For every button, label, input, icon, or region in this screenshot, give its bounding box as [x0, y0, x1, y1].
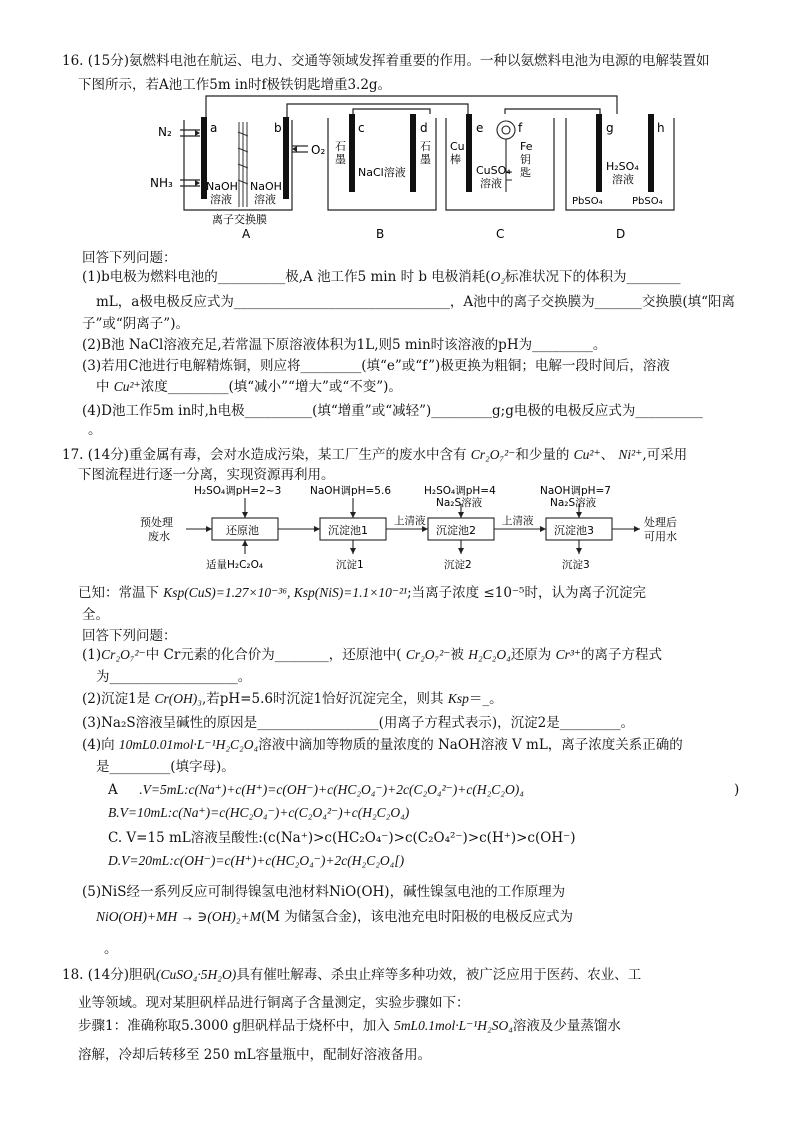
q18-title-2: 业等领域。现对某胆矾样品进行铜离子含量测定，实验步骤如下： [78, 995, 470, 1011]
label-f: f [518, 121, 523, 135]
formula-cu2: Cu²⁺ [113, 379, 141, 394]
label-graphite-c-2: 墨 [335, 153, 346, 166]
flow-bottom-3: 沉淀2 [444, 559, 472, 571]
label-g: g [606, 121, 614, 135]
label-c: c [358, 121, 365, 135]
q16-title: 16. (15分)氨燃料电池在航运、电力、交通等领域发挥着重要的作用。一种以氨燃料电池为电源的电解装置如 [62, 53, 710, 69]
q17-option-a: A .V=5mL:c(Na⁺)+c(H⁺)=c(OH⁻)+c(HC₂O₄⁻)+2c(C₂O₄²⁻)+c(H₂C₂O)₄ [108, 782, 524, 798]
q16-part1-line3: 子”或“阴离子”)。 [82, 316, 189, 332]
q16-part3-line2: 中 Cu²⁺浓度_________(填“减小”“增大”或“不变”)。 [96, 379, 402, 395]
label-graphite-c-1: 石 [335, 140, 346, 153]
flow-box-3: 沉淀池2 [436, 524, 476, 537]
formula-cr2o7: Cr₂O₇²⁻ [470, 447, 516, 462]
label-graphite-d-1: 石 [420, 140, 431, 153]
q16-part4-line1: (4)D池工作5m in时,h电极__________(填“增重”或“减轻”)_________g;g电极的电极反应式为__________ [82, 403, 703, 419]
label-cu-2: 棒 [450, 153, 461, 166]
flow-top-3: H₂SO₄调pH=4 [424, 485, 496, 497]
label-cell-a: A [242, 227, 251, 241]
q17-option-a-close: ) [734, 782, 740, 798]
formula-acid: 5mL0.1mol·L⁻¹H₂SO₄ [394, 1018, 513, 1033]
formula-concentration: 10mL0.01mol·L⁻¹H₂C₂O₄ [118, 737, 259, 752]
q17-answer-intro: 回答下列问题： [82, 628, 177, 644]
electrode-b [283, 117, 289, 199]
formula-h2c2o4: H₂C₂O₄ [468, 647, 511, 662]
flow-box-2: 沉淀池1 [328, 524, 368, 537]
label-pbso4-b: PbSO₄ [632, 196, 663, 207]
formula-ksp-symbol: Ksp [447, 691, 469, 706]
q17-known-line2: 全。 [82, 607, 109, 623]
formula-croh3: Cr(OH)₃ [154, 691, 202, 706]
label-naoh-1: NaOH [206, 180, 238, 193]
flow-in-2: 废水 [148, 530, 170, 543]
label-graphite-d-2: 墨 [420, 153, 431, 166]
label-cell-b: B [376, 227, 385, 241]
flow-box-4: 沉淀池3 [554, 524, 594, 537]
label-e: e [476, 121, 484, 135]
label-cuso4: CuSO₄ [476, 164, 511, 177]
label-h2so4-sol: 溶液 [612, 173, 634, 186]
label-nacl: NaCl溶液 [358, 166, 406, 179]
label-b: b [274, 121, 282, 135]
q18-step1-line1: 步骤1：准确称取5.3000 g胆矾样品于烧杯中，加入 5mL0.1mol·L⁻¹H₂SO₄溶液及少量蒸馏水 [78, 1018, 621, 1034]
label-sol-2: 溶液 [254, 193, 276, 206]
flow-top-4: NaOH调pH=7 [540, 485, 611, 497]
flow-box-1: 还原池 [226, 524, 259, 537]
formula-cr2o7-b: Cr₂O₇²⁻ [101, 647, 146, 662]
label-cell-c: C [496, 227, 505, 241]
electrode-h [648, 114, 654, 192]
flow-arrow-3: 上清液 [502, 515, 534, 527]
label-fe: Fe [520, 140, 533, 153]
flow-top-2: NaOH调pH=5.6 [310, 485, 392, 497]
label-h2so4: H₂SO₄ [606, 160, 639, 173]
electrode-d [410, 114, 416, 192]
formula-cr3: Cr³⁺ [555, 647, 582, 662]
electrode-g [596, 114, 602, 192]
label-nh3: NH₃ [150, 176, 173, 190]
q17-option-b: B.V=10mL:c(Na⁺)=c(HC₂O₄⁻)+c(C₂O₄²⁻)+c(H₂C₂O₄) [108, 805, 410, 820]
q17-title: 17. (14分)重金属有毒，会对水造成污染，某工厂生产的废水中含有 Cr₂O₇²⁻和少量的 Cu²⁺、 Ni²⁺,可采用 [62, 447, 688, 463]
formula-ksp-values: Ksp(CuS)=1.27×10⁻³⁶, Ksp(NiS)=1.1×10⁻²¹ [163, 585, 408, 600]
label-d: d [420, 121, 428, 135]
formula-option-b: V=10mL:c(Na⁺)=c(HC₂O₄⁻)+c(C₂O₄²⁻)+c(H₂C₂O₄) [119, 805, 410, 820]
q17-part1-line1: (1)Cr₂O₇²⁻中 Cr元素的化合价为________，还原池中( Cr₂O₇²⁻被 H₂C₂O₄还原为 Cr³⁺的离子方程式 [82, 647, 663, 663]
formula-ni2: Ni²⁺ [618, 447, 643, 462]
flow-arrow-2: 上清液 [394, 515, 426, 527]
q16-part3-line1: (3)若用C池进行电解精炼铜，则应将_________(填“e”或“f”)极更换为粗铜；电解一段时间后，溶液 [82, 358, 670, 374]
q17-part5-line1: (5)NiS经一系列反应可制得镍氢电池材料NiO(OH)，碱性镍氢电池的工作原理为 [82, 884, 566, 900]
label-cuso4-sol: 溶液 [480, 177, 502, 190]
label-o2: O₂ [311, 143, 326, 157]
q17-part4-line1: (4)向 10mL0.01mol·L⁻¹H₂C₂O₄溶液中滴加等物质的量浓度的 NaOH溶液 V mL，离子浓度关系正确的 [82, 737, 683, 753]
label-naoh-2: NaOH [250, 180, 282, 193]
q17-part5-line3: 。 [104, 941, 118, 957]
formula-option-a: .V=5mL:c(Na⁺)+c(H⁺)=c(OH⁻)+c(HC₂O₄⁻)+2c(C₂O₄²⁻)+c(H₂C₂O)₄ [139, 782, 524, 797]
q17-option-c: C. V=15 mL溶液呈酸性:(c(Na⁺)>c(HC₂O₄⁻)>c(C₂O₄²⁻)>c(H⁺)>c(OH⁻) [108, 830, 576, 846]
flow-out-2: 可用水 [644, 530, 677, 543]
formula-cr2o7-c: Cr₂O₇²⁻ [405, 647, 451, 662]
label-pbso4-a: PbSO₄ [572, 196, 603, 207]
q17-part2: (2)沉淀1是 Cr(OH)₃,若pH=5.6时沉淀1恰好沉淀完全，则其 Ksp＝_。 [82, 691, 503, 707]
label-membrane: 离子交换膜 [212, 213, 267, 226]
q17-title-2: 下图流程进行逐一分离，实现资源再利用。 [78, 467, 335, 483]
label-key-1: 钥 [520, 153, 531, 166]
formula-battery: NiO(OH)+MH → ∋(OH)₂+M [96, 909, 261, 924]
electrolysis-diagram [140, 92, 680, 244]
flow-in-1: 预处理 [140, 516, 173, 529]
formula-cuso4: (CuSO₄·5H₂O) [155, 967, 237, 982]
electrode-e [466, 114, 472, 192]
ion-exchange-membrane [238, 122, 248, 207]
flow-top-1: H₂SO₄调pH=2~3 [194, 485, 282, 497]
q17-part3: (3)Na₂S溶液呈碱性的原因是__________________(用离子方程式表示)，沉淀2是_________。 [82, 715, 635, 731]
label-n2: N₂ [158, 125, 172, 139]
q17-known-line1: 已知：常温下 Ksp(CuS)=1.27×10⁻³⁶, Ksp(NiS)=1.1×10⁻²¹;当离子浓度 ≤10⁻⁵时，认为离子沉淀完 [78, 585, 646, 601]
q16-part1-line1: (1)b电极为燃料电池的__________极,A 池工作5 min 时 b 电极消耗(O₂标准状况下的体积为________ [82, 269, 681, 285]
q17-option-d: D.V=20mL:c(OH⁻)=c(H⁺)+c(HC₂O₄⁻)+2c(H₂C₂O₄[) [108, 853, 405, 868]
flow-top-3b: Na₂S溶液 [436, 497, 483, 509]
formula-o2: O₂ [490, 269, 506, 284]
q16-title-2: 下图所示，若A池工作5m in时f极铁钥匙增重3.2g。 [78, 77, 392, 93]
formula-cu2-b: Cu²⁺ [573, 447, 601, 462]
q17-part5-line2: NiO(OH)+MH → ∋(OH)₂+M(M 为储氢合金)，该电池充电时阳极的电极反应式为 [96, 909, 574, 925]
flow-bottom-2: 沉淀1 [336, 559, 364, 571]
label-h: h [657, 121, 665, 135]
q16-part2: (2)B池 NaCl溶液充足,若常温下原溶液体积为1L,则5 min时该溶液的pH为_________。 [82, 337, 607, 353]
formula-option-d: V=20mL:c(OH⁻)=c(H⁺)+c(HC₂O₄⁻)+2c(H₂C₂O₄[) [121, 853, 405, 868]
flow-out-1: 处理后 [644, 516, 677, 529]
flow-bottom-1: 适量H₂C₂O₄ [206, 559, 264, 571]
electrode-c [349, 114, 355, 192]
label-cu-1: Cu [450, 140, 465, 153]
q16-part1-line2: mL，a极电极反应式为________________________________，A池中的离子交换膜为_______交换膜(填“阳离 [96, 294, 735, 310]
q17-part1-line2: 为___________________。 [96, 669, 252, 685]
q17-part4-line2: 是_________(填字母)。 [96, 759, 235, 775]
label-cell-d: D [616, 227, 626, 241]
q18-step1-line2: 溶解，冷却后转移至 250 mL容量瓶中，配制好溶液备用。 [78, 1047, 432, 1063]
process-flowchart [140, 484, 700, 576]
label-a: a [210, 121, 218, 135]
flow-bottom-4: 沉淀3 [562, 559, 590, 571]
q16-part4-line2: 。 [88, 422, 102, 438]
q18-title: 18. (14分)胆矾(CuSO₄·5H₂O)具有催吐解毒、杀虫止痒等多种功效，被广泛应用于医药、农业、工 [62, 967, 642, 983]
flow-top-4b: Na₂S溶液 [550, 497, 597, 509]
q16-answer-intro: 回答下列问题： [82, 250, 177, 266]
label-sol-1: 溶液 [210, 193, 232, 206]
label-key-2: 匙 [520, 166, 531, 179]
